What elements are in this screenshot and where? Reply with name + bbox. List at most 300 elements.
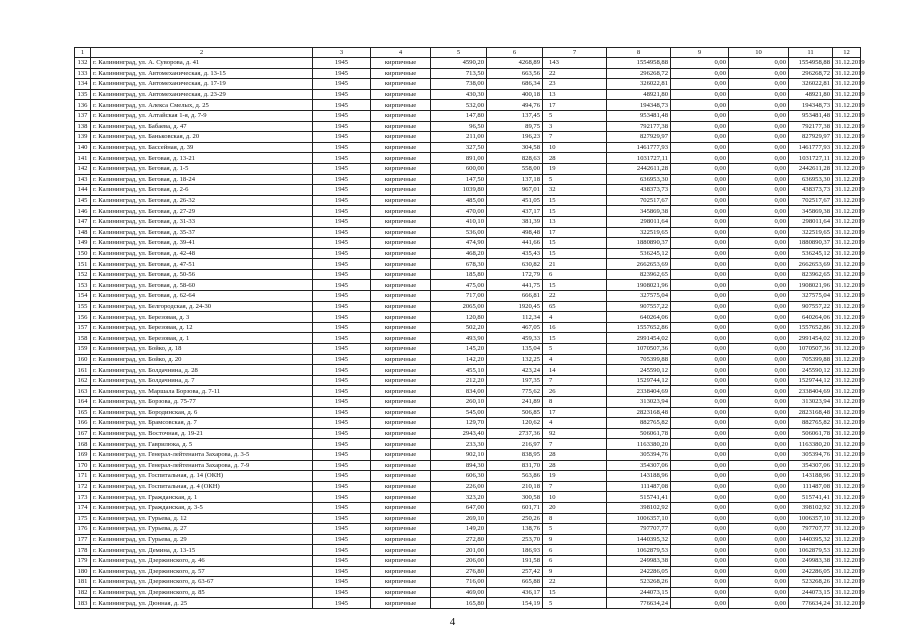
table-cell: 1945 [313,449,371,460]
table-cell: 606,30 [431,471,487,482]
table-cell: г. Калининград, ул. Баньковская, д. 20 [91,132,313,143]
table-cell: г. Калининград, ул. Алтайская 1-я, д. 7-9 [91,110,313,121]
table-cell: 410,10 [431,216,487,227]
table-cell: кирпичные [371,185,431,196]
table-row [75,153,861,164]
table-cell: 1945 [313,121,371,132]
table-cell: 1945 [313,397,371,408]
table-cell: 1945 [313,195,371,206]
table-cell: 210,18 [487,481,543,492]
table-cell: 253,70 [487,534,543,545]
table-cell: 173 [75,492,91,503]
table-cell: 1062879,53 [789,545,833,556]
table-cell: 138,76 [487,524,543,535]
table-cell: кирпичные [371,375,431,386]
table-cell: 1945 [313,142,371,153]
table-row [75,121,861,132]
table-cell: 0,00 [729,386,789,397]
table-cell: г. Калининград, ул. Березовая, д. 1 [91,333,313,344]
table-cell: 0,00 [729,301,789,312]
table-cell: 1461777,93 [789,142,833,153]
table-cell: 0,00 [671,291,729,302]
table-cell: 0,00 [671,481,729,492]
table-cell: кирпичные [371,598,431,609]
table-cell: 1945 [313,534,371,545]
table-cell: 147,80 [431,110,487,121]
table-cell: 498,48 [487,227,543,238]
table-cell: 0,00 [671,545,729,556]
column-number: 5 [431,48,487,58]
table-cell: 31.12.2019 [833,259,861,270]
table-cell: 31.12.2019 [833,238,861,249]
table-cell: кирпичные [371,100,431,111]
table-cell: 31.12.2019 [833,291,861,302]
table-cell: 153 [75,280,91,291]
table-cell: 242286,05 [607,566,671,577]
table-cell: 1945 [313,216,371,227]
table-cell: 245590,12 [789,365,833,376]
table-cell: 0,00 [729,333,789,344]
table-cell: 0,00 [671,89,729,100]
table-cell: кирпичные [371,333,431,344]
table-row [75,534,861,545]
table-cell: 1529744,12 [789,375,833,386]
table-cell: 31.12.2019 [833,534,861,545]
table-cell: 0,00 [671,386,729,397]
table-cell: 242286,05 [789,566,833,577]
table-cell: 0,00 [671,227,729,238]
table-row [75,397,861,408]
table-cell: 0,00 [671,206,729,217]
table-cell: 636953,30 [789,174,833,185]
table-cell: 0,00 [671,418,729,429]
table-cell: 156 [75,312,91,323]
table-cell: г. Калининград, ул. Брамсовская, д. 7 [91,418,313,429]
table-cell: 6 [543,545,607,556]
table-row [75,301,861,312]
table-cell: 31.12.2019 [833,121,861,132]
table-row [75,58,861,69]
table-cell: 5 [543,524,607,535]
table-cell: 327575,04 [789,291,833,302]
table-cell: 1945 [313,206,371,217]
table-cell: 0,00 [671,534,729,545]
table-cell: г. Калининград, ул. А. Суворова, д. 41 [91,58,313,69]
table-cell: 1945 [313,259,371,270]
table-cell: 0,00 [729,481,789,492]
table-cell: 150 [75,248,91,259]
table-cell: 630,82 [487,259,543,270]
table-cell: кирпичные [371,58,431,69]
table-cell: 137,45 [487,110,543,121]
table-cell: 1031727,11 [607,153,671,164]
table-cell: 0,00 [671,216,729,227]
table-cell: 176 [75,524,91,535]
table-cell: г. Калининград, ул. Бабаева, д. 47 [91,121,313,132]
table-cell: 147,50 [431,174,487,185]
table-cell: 0,00 [729,354,789,365]
table-cell: 194348,73 [789,100,833,111]
table-cell: г. Калининград, ул. Гурьева, д. 29 [91,534,313,545]
table-cell: 0,00 [671,100,729,111]
table-cell: 2991454,02 [789,333,833,344]
table-cell: 438373,73 [789,185,833,196]
table-cell: 154,19 [487,598,543,609]
table-cell: 678,30 [431,259,487,270]
table-cell: 502,20 [431,322,487,333]
table-cell: 398102,92 [789,502,833,513]
table-cell: кирпичные [371,227,431,238]
table-cell: 0,00 [671,449,729,460]
table-cell: 152 [75,269,91,280]
table-row [75,291,861,302]
table-cell: 953481,48 [789,110,833,121]
table-cell: 523268,26 [789,577,833,588]
table-cell: 31.12.2019 [833,344,861,355]
table-cell: 144 [75,185,91,196]
table-cell: 31.12.2019 [833,587,861,598]
table-row [75,598,861,609]
table-cell: 22 [543,577,607,588]
table-cell: 326022,81 [607,79,671,90]
table-cell: 31.12.2019 [833,195,861,206]
table-row [75,587,861,598]
table-cell: 160 [75,354,91,365]
table-cell: 1945 [313,428,371,439]
table-cell: 148 [75,227,91,238]
table-cell: 0,00 [671,555,729,566]
table-cell: 532,00 [431,100,487,111]
table-cell: 0,00 [671,185,729,196]
table-row [75,524,861,535]
table-cell: 169 [75,449,91,460]
table-cell: г. Калининград, ул. Березовая, д. 12 [91,322,313,333]
table-cell: кирпичные [371,577,431,588]
table-cell: 177 [75,534,91,545]
table-cell: 775,62 [487,386,543,397]
table-row [75,418,861,429]
table-cell: 257,42 [487,566,543,577]
table-cell: 1945 [313,174,371,185]
table-cell: 138 [75,121,91,132]
table-cell: г. Калининград, ул. Болдачнина, д. 7 [91,375,313,386]
table-cell: 0,00 [729,227,789,238]
table-cell: 640264,06 [789,312,833,323]
table-cell: 0,00 [729,280,789,291]
table-cell: 1945 [313,227,371,238]
table-cell: 305394,76 [607,449,671,460]
table-cell: 451,05 [487,195,543,206]
table-cell: 149 [75,238,91,249]
table-cell: 31.12.2019 [833,216,861,227]
table-cell: 4268,89 [487,58,543,69]
table-cell: 882765,82 [789,418,833,429]
table-cell: 0,00 [671,132,729,143]
table-cell: 48921,80 [607,89,671,100]
table-cell: 0,00 [729,206,789,217]
table-row [75,227,861,238]
table-cell: 2442611,28 [789,163,833,174]
table-cell: кирпичные [371,418,431,429]
table-cell: 212,20 [431,375,487,386]
table-cell: 31.12.2019 [833,163,861,174]
table-cell: кирпичные [371,492,431,503]
table-cell: 0,00 [671,322,729,333]
table-row [75,100,861,111]
table-cell: 8 [543,397,607,408]
table-cell: 129,70 [431,418,487,429]
table-cell: 0,00 [671,566,729,577]
table-cell: 180 [75,566,91,577]
table-cell: 455,10 [431,365,487,376]
table-cell: 31.12.2019 [833,386,861,397]
table-row [75,386,861,397]
table-cell: 31.12.2019 [833,577,861,588]
table-cell: 776634,24 [789,598,833,609]
table-cell: г. Калининград, ул. Гражданская, д. 3-5 [91,502,313,513]
table-cell: г. Калининград, ул. Беговая, д. 27-29 [91,206,313,217]
table-cell: 536245,12 [607,248,671,259]
table-cell: 666,81 [487,291,543,302]
table-cell: 423,24 [487,365,543,376]
table-cell: 96,50 [431,121,487,132]
table-cell: 1945 [313,566,371,577]
table-cell: 15 [543,248,607,259]
table-cell: 1945 [313,280,371,291]
table-cell: 322519,65 [789,227,833,238]
table-cell: 0,00 [671,121,729,132]
table-cell: кирпичные [371,502,431,513]
table-cell: 354307,06 [789,460,833,471]
table-cell: 31.12.2019 [833,354,861,365]
table-cell: 0,00 [671,153,729,164]
table-cell: 2823168,48 [607,407,671,418]
table-row [75,375,861,386]
table-cell: 2338404,69 [789,386,833,397]
table-cell: 327,50 [431,142,487,153]
table-cell: 0,00 [671,312,729,323]
table-cell: 1945 [313,269,371,280]
table-cell: кирпичные [371,121,431,132]
table-cell: 0,00 [671,301,729,312]
table-cell: 601,71 [487,502,543,513]
table-cell: 467,05 [487,322,543,333]
table-cell: 1039,80 [431,185,487,196]
table-cell: 159 [75,344,91,355]
table-cell: 161 [75,365,91,376]
table-cell: 398102,92 [607,502,671,513]
table-cell: 31.12.2019 [833,68,861,79]
table-cell: 702517,67 [607,195,671,206]
table-cell: 0,00 [729,68,789,79]
table-cell: 0,00 [671,110,729,121]
table-cell: г. Калининград, ул. Автомеханическая, д. 13-15 [91,68,313,79]
table-cell: 174 [75,502,91,513]
column-number: 1 [75,48,91,58]
table-cell: 0,00 [671,460,729,471]
table-cell: 141 [75,153,91,164]
table-cell: 31.12.2019 [833,418,861,429]
table-cell: 1945 [313,89,371,100]
table-cell: кирпичные [371,545,431,556]
table-cell: 163 [75,386,91,397]
table-cell: 1070507,36 [789,344,833,355]
table-cell: 10 [543,142,607,153]
table-cell: 8 [543,513,607,524]
table-cell: кирпичные [371,566,431,577]
table-row [75,513,861,524]
table-cell: 1945 [313,132,371,143]
table-cell: 4590,20 [431,58,487,69]
table-cell: 953481,48 [607,110,671,121]
table-cell: 0,00 [729,471,789,482]
table-cell: 145 [75,195,91,206]
page-number: 4 [449,616,456,628]
table-cell: г. Калининград, ул. Беговая, д. 42-48 [91,248,313,259]
column-number: 2 [91,48,313,58]
table-cell: 1945 [313,153,371,164]
table-cell: 28 [543,460,607,471]
table-cell: 558,00 [487,163,543,174]
table-cell: г. Калининград, ул. Маршала Борзова, д. 7-11 [91,386,313,397]
table-cell: 15 [543,195,607,206]
table-cell: 1945 [313,333,371,344]
table-cell: 31.12.2019 [833,333,861,344]
table-cell: 269,10 [431,513,487,524]
table-row [75,333,861,344]
table-cell: 249983,38 [607,555,671,566]
table-cell: 194348,73 [607,100,671,111]
table-row [75,428,861,439]
table-cell: 0,00 [671,79,729,90]
table-cell: 1945 [313,248,371,259]
table-cell: г. Калининград, ул. Беговая, д. 2-6 [91,185,313,196]
table-cell: 244073,15 [789,587,833,598]
table-row [75,566,861,577]
table-cell: 65 [543,301,607,312]
table-cell: 0,00 [671,163,729,174]
table-cell: 0,00 [729,291,789,302]
table-cell: 31.12.2019 [833,206,861,217]
table-cell: 902,10 [431,449,487,460]
table-cell: 0,00 [729,344,789,355]
table-cell: 14 [543,365,607,376]
table-cell: 0,00 [671,439,729,450]
table-cell: 493,90 [431,333,487,344]
table-cell: кирпичные [371,449,431,460]
table-cell: 31.12.2019 [833,545,861,556]
table-cell: кирпичные [371,555,431,566]
table-cell: 0,00 [729,322,789,333]
table-cell: 702517,67 [789,195,833,206]
table-cell: 135 [75,89,91,100]
table-cell: 31.12.2019 [833,481,861,492]
table-cell: 1945 [313,598,371,609]
table-cell: 4 [543,418,607,429]
table-cell: 31.12.2019 [833,227,861,238]
table-row [75,312,861,323]
table-cell: 0,00 [729,248,789,259]
column-number-row [75,48,861,58]
table-cell: г. Калининград, ул. Автомеханическая, д. 23-29 [91,89,313,100]
table-cell: 0,00 [729,407,789,418]
table-cell: 506061,78 [789,428,833,439]
table-cell: 1557652,86 [607,322,671,333]
table-cell: 3 [543,121,607,132]
table-cell: кирпичные [371,174,431,185]
table-cell: 143188,96 [607,471,671,482]
table-cell: 191,58 [487,555,543,566]
table-cell: г. Калининград, ул. Алекса Смелых, д. 25 [91,100,313,111]
table-cell: 0,00 [671,577,729,588]
table-row [75,344,861,355]
table-cell: 132 [75,58,91,69]
table-cell: 183 [75,598,91,609]
table-cell: 135,04 [487,344,543,355]
table-cell: 13 [543,89,607,100]
table-cell: 0,00 [671,587,729,598]
table-cell: 0,00 [671,598,729,609]
table-cell: 136 [75,100,91,111]
column-number: 4 [371,48,431,58]
table-cell: 797707,77 [789,524,833,535]
table-cell: кирпичные [371,587,431,598]
table-cell: 663,56 [487,68,543,79]
table-cell: 0,00 [729,142,789,153]
table-cell: 31.12.2019 [833,460,861,471]
table-cell: 0,00 [671,428,729,439]
table-cell: 0,00 [729,195,789,206]
table-cell: 15 [543,587,607,598]
table-cell: 0,00 [671,58,729,69]
table-cell: кирпичные [371,216,431,227]
table-cell: 797707,77 [607,524,671,535]
table-cell: 0,00 [671,280,729,291]
table-cell: 326022,81 [789,79,833,90]
table-cell: 31.12.2019 [833,142,861,153]
table-cell: 828,63 [487,153,543,164]
table-cell: 1945 [313,291,371,302]
table-cell: 137 [75,110,91,121]
table-cell: 22 [543,291,607,302]
table-cell: 201,00 [431,545,487,556]
table-cell: 459,33 [487,333,543,344]
table-cell: 600,00 [431,163,487,174]
table-cell: 5 [543,344,607,355]
table-cell: 0,00 [729,598,789,609]
table-cell: 31.12.2019 [833,312,861,323]
table-cell: 2991454,02 [607,333,671,344]
column-number: 12 [833,48,861,58]
table-cell: 142 [75,163,91,174]
table-cell: 523268,26 [607,577,671,588]
table-cell: 226,00 [431,481,487,492]
table-cell: 28 [543,153,607,164]
table-cell: г. Калининград, ул. Госпитальная, д. 14 (ОКН) [91,471,313,482]
table-cell: 827929,97 [607,132,671,143]
table-cell: г. Калининград, ул. Генерал-лейтенанта Захарова, д. 7-9 [91,460,313,471]
table-cell: 196,23 [487,132,543,143]
table-cell: 32 [543,185,607,196]
table-cell: 31.12.2019 [833,375,861,386]
table-cell: 10 [543,492,607,503]
table-cell: 0,00 [729,132,789,143]
table-cell: 2823168,48 [789,407,833,418]
table-cell: 233,30 [431,439,487,450]
table-row [75,555,861,566]
table-cell: 31.12.2019 [833,566,861,577]
table-cell: кирпичные [371,248,431,259]
